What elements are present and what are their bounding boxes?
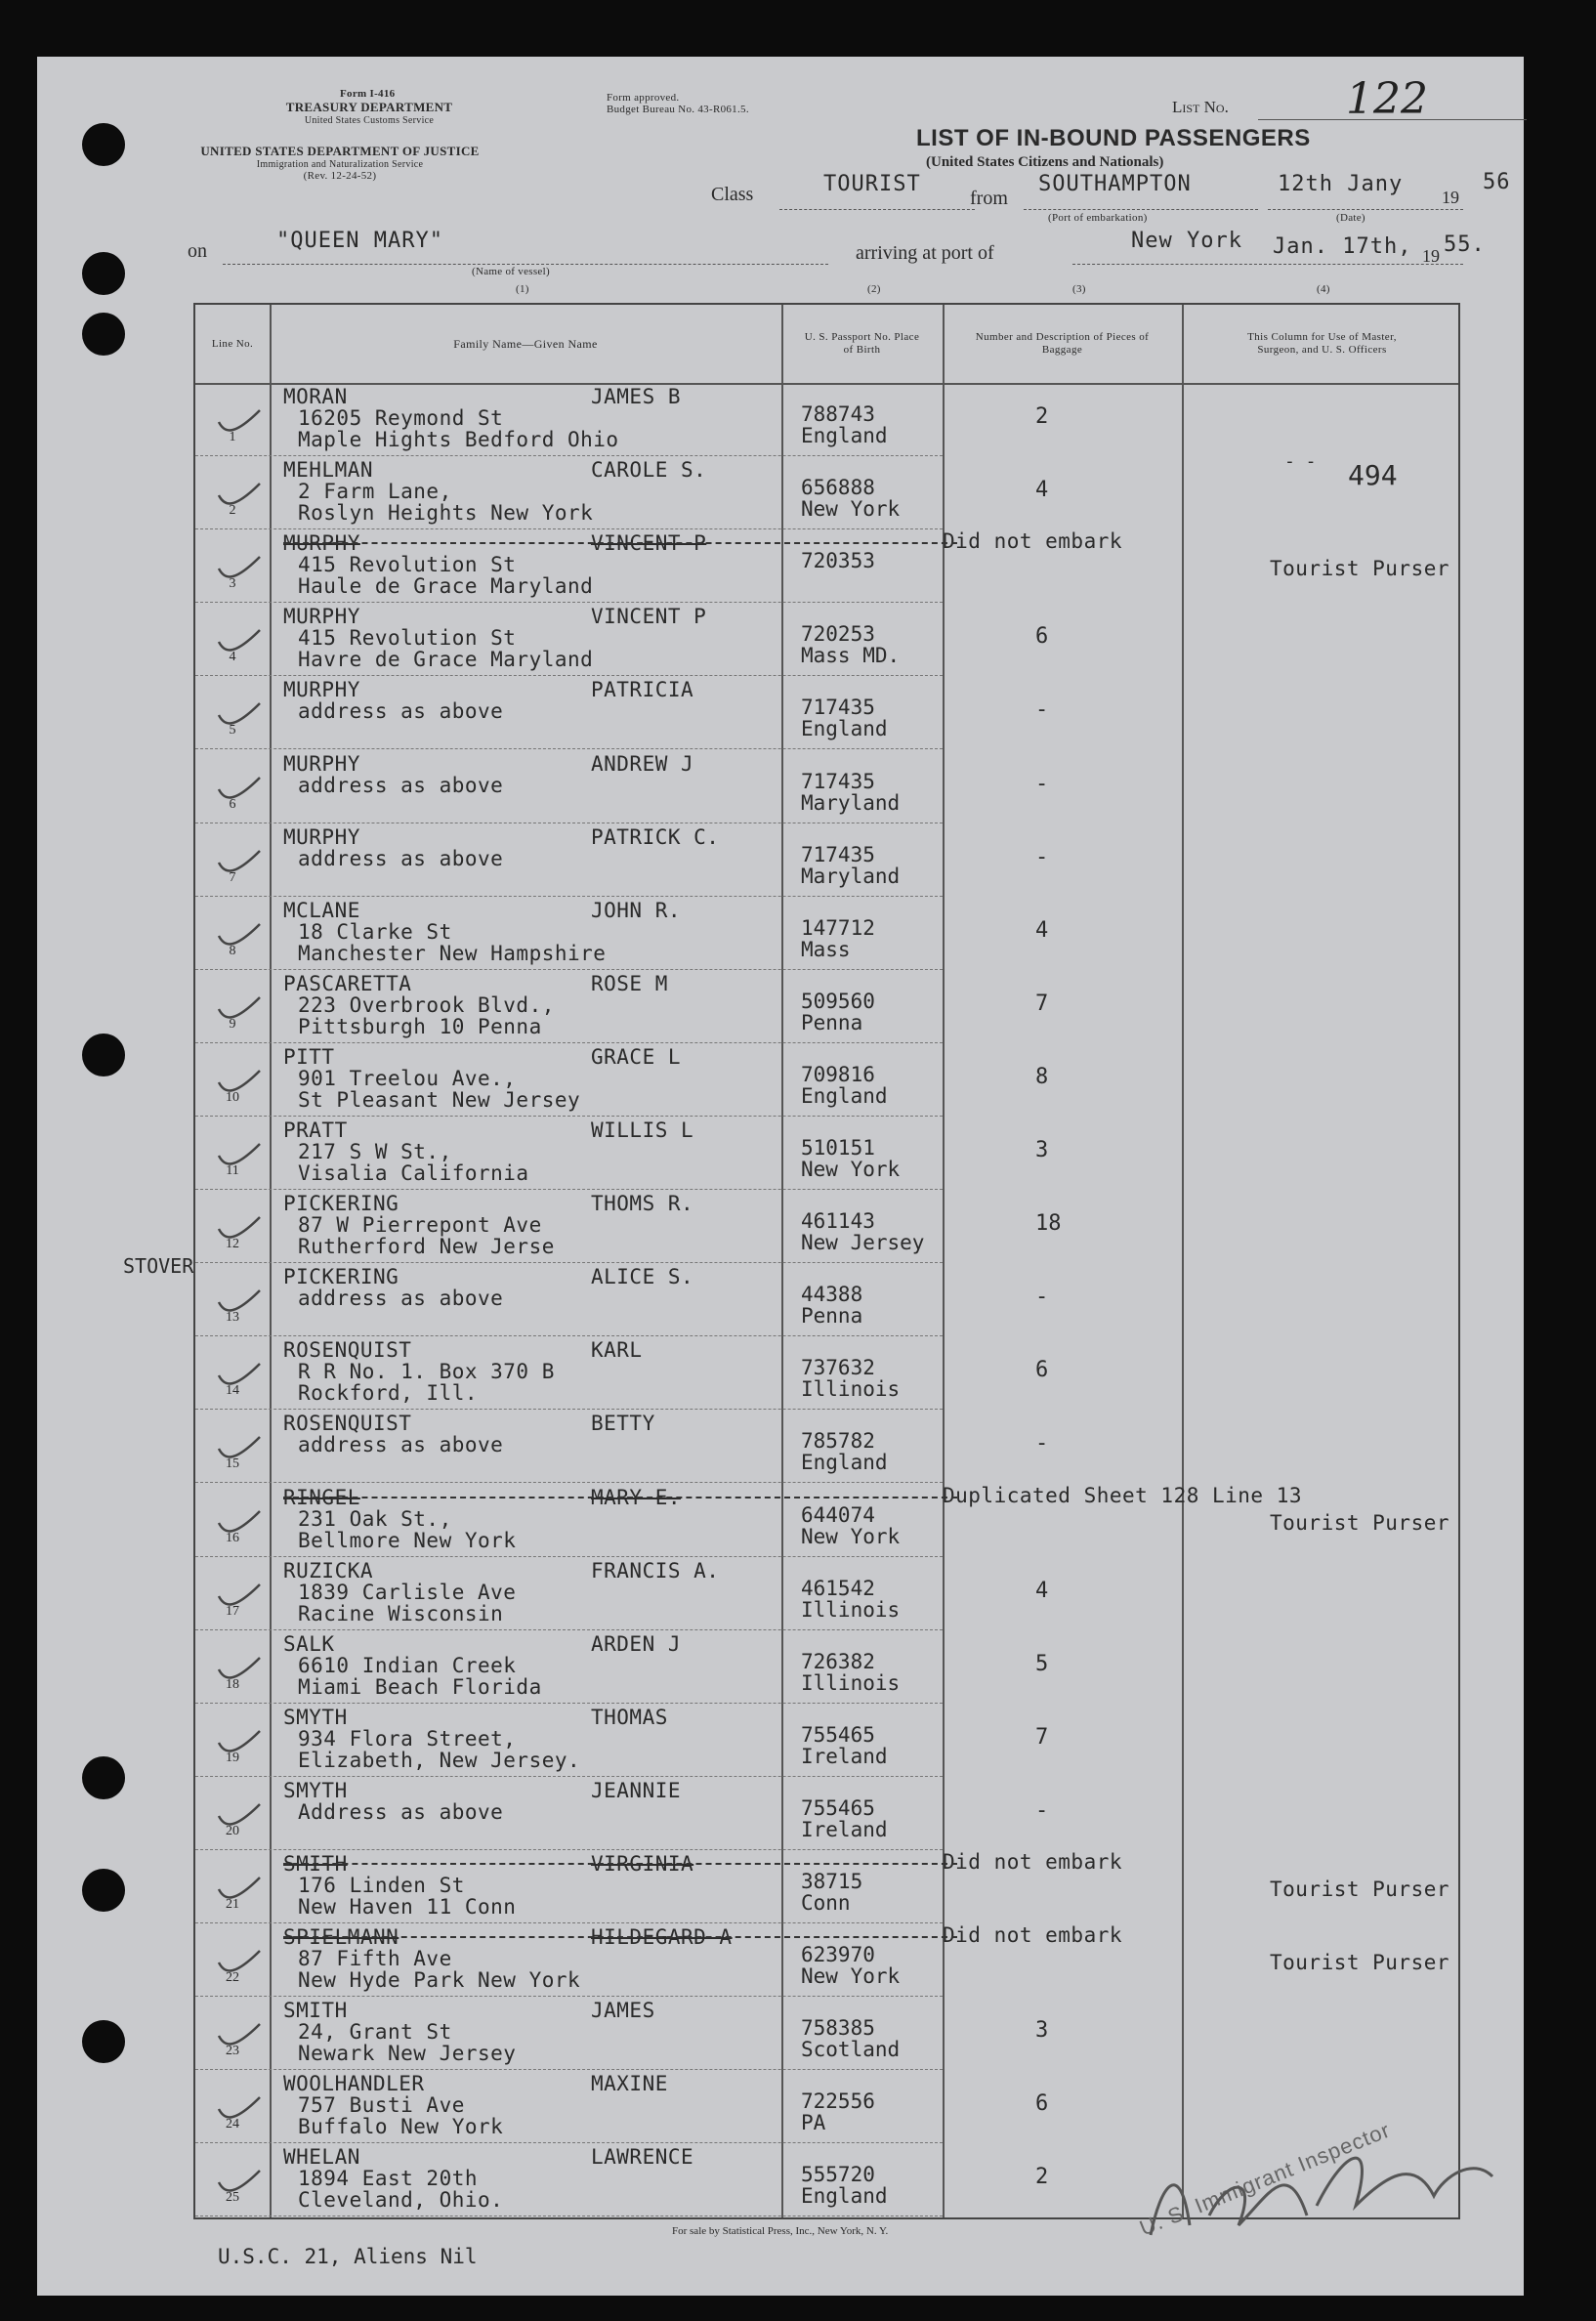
treasury-dept: TREASURY DEPARTMENT	[285, 100, 453, 114]
strike-line	[283, 1936, 957, 1938]
baggage-count: -	[1035, 1431, 1049, 1456]
sailing-year-prefix: 19	[1442, 188, 1459, 207]
table-row	[195, 1850, 1458, 1923]
row-note: Duplicated Sheet 128 Line 13	[943, 1483, 1303, 1507]
place-of-birth: Mass MD.	[801, 644, 901, 668]
baggage-count: 7	[1035, 1724, 1049, 1750]
family-name: RUZICKA	[283, 1558, 374, 1582]
given-name: HILDEGARD A	[591, 1925, 733, 1950]
table-row	[195, 1117, 1458, 1190]
address-line-2: Bellmore New York	[298, 1528, 517, 1552]
place-of-birth: England	[801, 717, 888, 741]
table-row	[195, 1263, 1458, 1336]
col-header-officers: This Column for Use of Master, Surgeon, and U. S. Officers	[1247, 331, 1397, 356]
family-name: SMITH	[283, 1852, 348, 1876]
table-row	[195, 823, 1458, 897]
address-line-2: Pittsburgh 10 Penna	[298, 1014, 542, 1038]
line-number: 19	[226, 1750, 239, 1765]
officer-tick-marks: - -	[1284, 451, 1317, 472]
form-title: LIST OF IN-BOUND PASSENGERS	[916, 125, 1311, 151]
table-row	[195, 1997, 1458, 2070]
line-number: 18	[226, 1676, 239, 1692]
family-name: SMYTH	[283, 1705, 348, 1729]
address-line-1: 415 Revolution St	[298, 626, 517, 651]
sailing-date: 12th Jany	[1278, 172, 1404, 196]
sailing-year: 56	[1483, 170, 1511, 194]
line-number: 3	[229, 576, 236, 592]
table-row	[195, 1777, 1458, 1850]
place-of-birth: England	[801, 1083, 888, 1108]
given-name: FRANCIS A.	[591, 1558, 720, 1582]
line-number: 6	[229, 796, 236, 812]
form-subtitle: (United States Citizens and Nationals)	[926, 154, 1164, 170]
family-name: RINGEL	[283, 1485, 360, 1509]
given-name: BETTY	[591, 1412, 655, 1436]
col-header-line: Line No.	[211, 337, 254, 350]
form-number: Form I-416	[340, 88, 396, 100]
punch-hole	[82, 1869, 125, 1912]
passport-number: 717435	[801, 696, 875, 720]
line-number: 20	[226, 1823, 239, 1838]
punch-hole	[82, 313, 125, 356]
family-name: ROSENQUIST	[283, 1338, 412, 1363]
given-name: KARL	[591, 1338, 643, 1363]
family-name: PASCARETTA	[283, 971, 412, 995]
passport-number: 555720	[801, 2163, 875, 2187]
address-line-1: 2 Farm Lane,	[298, 480, 452, 504]
family-name: MORAN	[283, 385, 348, 408]
family-name: PRATT	[283, 1118, 348, 1142]
family-name: PITT	[283, 1044, 335, 1069]
place-of-birth: Penna	[801, 1304, 863, 1329]
passport-number: 510151	[801, 1136, 875, 1160]
address-line-1: 1894 East 20th	[298, 2167, 479, 2191]
baggage-count: -	[1035, 1285, 1049, 1310]
address-line-1: address as above	[298, 1433, 504, 1457]
line-number: 1	[229, 430, 236, 444]
purser-note: Tourist Purser	[1270, 1951, 1450, 1975]
passport-number: 38715	[801, 1870, 863, 1893]
passport-number: 623970	[801, 1943, 875, 1967]
customs-service: United States Customs Service	[304, 115, 435, 126]
table-row	[195, 529, 1458, 603]
address-line-2: Buffalo New York	[298, 2115, 504, 2139]
given-name: PATRICIA	[591, 678, 694, 702]
given-name: JEANNIE	[591, 1778, 682, 1802]
passport-number: 717435	[801, 769, 875, 793]
punch-hole	[82, 2020, 125, 2063]
passport-number: 644074	[801, 1502, 875, 1527]
line-number: 2	[229, 503, 236, 519]
family-name: MEHLMAN	[283, 458, 374, 483]
baggage-count: 6	[1035, 1358, 1049, 1383]
punch-hole	[82, 252, 125, 295]
address-line-2: Manchester New Hampshire	[298, 941, 607, 965]
table-row	[195, 1484, 1458, 1557]
address-line-2: Elizabeth, New Jersey.	[298, 1748, 581, 1772]
line-number: 10	[226, 1089, 239, 1105]
table-row	[195, 456, 1458, 529]
family-name: SPIELMANN	[283, 1925, 399, 1950]
place-of-birth: Illinois	[801, 1597, 901, 1622]
address-line-2: Visalia California	[298, 1161, 529, 1185]
passport-number: 788743	[801, 402, 875, 426]
place-of-birth: New York	[801, 1964, 901, 1989]
family-name: MURPHY	[283, 751, 360, 776]
line-number: 8	[229, 943, 236, 958]
family-name: SALK	[283, 1631, 335, 1656]
passport-number: 509560	[801, 989, 875, 1013]
address-line-2: New Haven 11 Conn	[298, 1895, 517, 1919]
address-line-1: 757 Busti Ave	[298, 2093, 465, 2118]
col-header-baggage: Number and Description of Pieces of Baggage	[975, 331, 1150, 356]
family-name: WOOLHANDLER	[283, 2072, 425, 2096]
given-name: LAWRENCE	[591, 2145, 694, 2170]
purser-note: Tourist Purser	[1270, 557, 1450, 581]
line-number: 15	[226, 1456, 239, 1472]
given-name: CAROLE S.	[591, 458, 707, 483]
passport-number: 720353	[801, 549, 875, 573]
given-name: JAMES	[591, 1999, 655, 2023]
passport-number: 755465	[801, 1795, 875, 1820]
given-name: ANDREW J	[591, 751, 694, 776]
baggage-count: 8	[1035, 1064, 1049, 1089]
passport-number: 758385	[801, 2016, 875, 2041]
arrival-port: New York	[1131, 229, 1242, 253]
vessel-name: "QUEEN MARY"	[276, 229, 443, 253]
given-name: ARDEN J	[591, 1631, 682, 1656]
address-line-2: Havre de Grace Maryland	[298, 648, 594, 672]
baggage-count: 5	[1035, 1651, 1049, 1676]
family-name: MURPHY	[283, 678, 360, 702]
place-of-birth: Penna	[801, 1010, 863, 1034]
address-line-1: 1839 Carlisle Ave	[298, 1580, 517, 1604]
family-name: PICKERING	[283, 1192, 399, 1216]
passport-number: 147712	[801, 915, 875, 940]
given-name: JAMES B	[591, 385, 682, 408]
family-name: WHELAN	[283, 2145, 360, 2170]
strike-line	[283, 1497, 957, 1498]
line-number: 25	[226, 2190, 239, 2206]
given-name: GRACE L	[591, 1044, 682, 1069]
place-of-birth: PA	[801, 2111, 826, 2135]
arrival-year-prefix: 19	[1422, 246, 1440, 266]
baggage-count: -	[1035, 1797, 1049, 1823]
passport-number: 709816	[801, 1062, 875, 1086]
footer-printer: For sale by Statistical Press, Inc., New York, N. Y.	[672, 2225, 889, 2237]
revision: (Rev. 12-24-52)	[303, 170, 377, 182]
line-number: 11	[226, 1163, 239, 1178]
row-note: Did not embark	[943, 529, 1123, 554]
given-name: MARY E.	[591, 1485, 682, 1509]
address-line-1: 87 Fifth Ave	[298, 1947, 452, 1971]
address-line-1: 87 W Pierrepont Ave	[298, 1213, 542, 1238]
table-row	[195, 1923, 1458, 1997]
line-number: 12	[226, 1237, 239, 1252]
address-line-1: 901 Treelou Ave.,	[298, 1066, 517, 1090]
address-line-1: 18 Clarke St	[298, 919, 452, 944]
list-no-value: 122	[1346, 74, 1428, 124]
line-number: 21	[226, 1897, 239, 1912]
punch-hole	[82, 1034, 125, 1076]
address-line-2: New Hyde Park New York	[298, 1968, 581, 1993]
class-label: Class	[711, 184, 754, 205]
passport-number: 726382	[801, 1649, 875, 1673]
col-num-3: (3)	[1072, 283, 1086, 295]
strike-line	[283, 542, 957, 544]
address-line-2: Rockford, Ill.	[298, 1381, 479, 1406]
col-num-4: (4)	[1317, 283, 1330, 295]
line-number: 14	[226, 1383, 239, 1399]
given-name: VINCENT P	[591, 605, 707, 629]
place-of-birth: Maryland	[801, 864, 901, 888]
row-note: Did not embark	[943, 1923, 1123, 1948]
table-row	[195, 897, 1458, 970]
col-num-1: (1)	[516, 283, 529, 295]
address-line-2: Rutherford New Jerse	[298, 1235, 555, 1259]
arriving-label: arriving at port of	[856, 242, 994, 264]
family-name: MURPHY	[283, 531, 360, 556]
address-line-1: 217 S W St.,	[298, 1140, 452, 1163]
baggage-count: 7	[1035, 991, 1049, 1016]
address-line-1: 415 Revolution St	[298, 553, 517, 577]
date-caption: (Date)	[1336, 212, 1365, 224]
line-number: 17	[226, 1603, 239, 1619]
table-row	[195, 1630, 1458, 1704]
from-label: from	[970, 188, 1008, 209]
address-line-1: 6610 Indian Creek	[298, 1653, 517, 1677]
given-name: MAXINE	[591, 2072, 668, 2096]
place-of-birth: Illinois	[801, 1377, 901, 1402]
place-of-birth: Mass	[801, 937, 851, 961]
baggage-count: -	[1035, 697, 1049, 723]
strike-line	[283, 1863, 957, 1865]
baggage-count: 4	[1035, 1578, 1049, 1603]
place-of-birth: Scotland	[801, 2038, 901, 2062]
address-line-1: R R No. 1. Box 370 B	[298, 1360, 555, 1384]
line-number: 22	[226, 1970, 239, 1986]
line-number: 23	[226, 2044, 239, 2059]
family-name: MCLANE	[283, 898, 360, 922]
line-number: 5	[229, 723, 236, 738]
address-line-1: Address as above	[298, 1799, 504, 1824]
address-line-1: 24, Grant St	[298, 2020, 452, 2045]
table-row	[195, 1410, 1458, 1483]
passport-number: 656888	[801, 476, 875, 500]
baggage-count: -	[1035, 844, 1049, 869]
arrival-year: 55.	[1444, 232, 1486, 257]
address-line-1: address as above	[298, 773, 504, 797]
address-line-1: 223 Overbrook Blvd.,	[298, 992, 555, 1017]
table-row	[195, 750, 1458, 823]
passport-number: 44388	[801, 1283, 863, 1307]
list-no-label: List No.	[1172, 98, 1229, 116]
family-name: ROSENQUIST	[283, 1412, 412, 1436]
passenger-table	[193, 303, 1460, 2219]
col-header-name: Family Name—Given Name	[453, 336, 598, 351]
address-line-1: 16205 Reymond St	[298, 406, 504, 430]
given-name: VINCENT P	[591, 531, 707, 556]
given-name: JOHN R.	[591, 898, 682, 922]
address-line-1: address as above	[298, 699, 504, 724]
place-of-birth: Ireland	[801, 1744, 888, 1768]
line-number: 7	[229, 869, 236, 885]
place-of-birth: New Jersey	[801, 1231, 925, 1255]
line-number: 24	[226, 2117, 239, 2132]
baggage-count: 3	[1035, 2018, 1049, 2044]
passport-number: 755465	[801, 1722, 875, 1747]
place-of-birth: Illinois	[801, 1670, 901, 1695]
baggage-count: -	[1035, 771, 1049, 796]
table-row	[195, 1043, 1458, 1117]
line-number: 16	[226, 1530, 239, 1545]
baggage-count: 18	[1035, 1211, 1062, 1237]
address-line-2: Newark New Jersey	[298, 2042, 517, 2066]
passport-number: 717435	[801, 842, 875, 866]
line-number: 9	[229, 1016, 236, 1032]
purser-note: Tourist Purser	[1270, 1878, 1450, 1901]
passport-number: 737632	[801, 1356, 875, 1380]
address-line-2: Miami Beach Florida	[298, 1674, 542, 1699]
table-row	[195, 1336, 1458, 1410]
baggage-count: 6	[1035, 624, 1049, 650]
arrival-date: Jan. 17th,	[1273, 234, 1412, 259]
passport-number: 720253	[801, 622, 875, 647]
line-number: 13	[226, 1310, 239, 1326]
baggage-count: 2	[1035, 404, 1049, 429]
given-name: ROSE M	[591, 971, 668, 995]
place-of-birth: England	[801, 1451, 888, 1475]
budget-bureau: Budget Bureau No. 43-R061.5.	[607, 104, 749, 115]
manifest-page	[37, 57, 1524, 2296]
place-of-birth: New York	[801, 1524, 901, 1548]
passport-number: 461143	[801, 1209, 875, 1234]
table-row	[195, 676, 1458, 749]
table-row	[195, 383, 1458, 456]
given-name: ALICE S.	[591, 1265, 694, 1289]
family-name: MURPHY	[283, 605, 360, 629]
place-of-birth: Ireland	[801, 1817, 888, 1841]
passport-number: 785782	[801, 1429, 875, 1454]
place-of-birth: Maryland	[801, 790, 901, 815]
baggage-count: 3	[1035, 1138, 1049, 1162]
footer-aliens: U.S.C. 21, Aliens Nil	[218, 2245, 478, 2268]
line-number: 4	[229, 650, 236, 665]
on-label: on	[188, 240, 207, 262]
officer-count: 494	[1348, 459, 1398, 491]
given-name: PATRICK C.	[591, 824, 720, 849]
inspector-stamp: U. S. Immigrant Inspector	[1136, 2117, 1394, 2241]
baggage-count: 4	[1035, 917, 1049, 943]
passport-number: 461542	[801, 1576, 875, 1600]
address-line-2: Haule de Grace Maryland	[298, 574, 594, 599]
justice-dept: UNITED STATES DEPARTMENT OF JUSTICE	[200, 144, 480, 158]
purser-note: Tourist Purser	[1270, 1510, 1450, 1535]
family-name: PICKERING	[283, 1265, 399, 1289]
table-row	[195, 603, 1458, 676]
table-row	[195, 1190, 1458, 1263]
col-num-2: (2)	[867, 283, 881, 295]
address-line-2: Racine Wisconsin	[298, 1601, 504, 1625]
given-name: VIRGINIA	[591, 1852, 694, 1876]
address-line-1: address as above	[298, 1287, 504, 1311]
given-name: THOMS R.	[591, 1192, 694, 1216]
address-line-2: Roslyn Heights New York	[298, 501, 594, 526]
vessel-caption: (Name of vessel)	[472, 266, 550, 277]
address-line-1: 934 Flora Street,	[298, 1726, 517, 1751]
family-name: SMITH	[283, 1999, 348, 2023]
punch-hole	[82, 123, 125, 166]
row-note: Did not embark	[943, 1850, 1123, 1874]
port-embark-caption: (Port of embarkation)	[1048, 212, 1148, 224]
table-row	[195, 1704, 1458, 1777]
passport-number: 722556	[801, 2089, 875, 2114]
address-line-2: Cleveland, Ohio.	[298, 2188, 504, 2213]
col-header-passport: U. S. Passport No. Place of Birth	[804, 331, 920, 356]
address-line-2: St Pleasant New Jersey	[298, 1087, 581, 1112]
address-line-1: 231 Oak St.,	[298, 1506, 452, 1531]
margin-note: STOVER	[123, 1254, 194, 1278]
given-name: WILLIS L	[591, 1118, 694, 1142]
baggage-count: 4	[1035, 478, 1049, 503]
table-row	[195, 970, 1458, 1043]
ins-service: Immigration and Naturalization Service	[256, 159, 424, 170]
family-name: SMYTH	[283, 1778, 348, 1802]
inspector-signature	[1121, 2118, 1532, 2264]
from-value: SOUTHAMPTON	[1038, 172, 1192, 196]
address-line-1: 176 Linden St	[298, 1874, 465, 1897]
address-line-2: Maple Hights Bedford Ohio	[298, 428, 619, 451]
punch-hole	[82, 1756, 125, 1799]
family-name: MURPHY	[283, 824, 360, 849]
address-line-1: address as above	[298, 846, 504, 870]
place-of-birth: New York	[801, 1158, 901, 1181]
place-of-birth: England	[801, 424, 888, 447]
class-value: TOURIST	[823, 172, 921, 196]
given-name: THOMAS	[591, 1705, 668, 1729]
form-approved: Form approved.	[607, 92, 680, 104]
baggage-count: 2	[1035, 2165, 1049, 2190]
place-of-birth: New York	[801, 497, 901, 522]
baggage-count: 6	[1035, 2091, 1049, 2117]
table-row	[195, 1557, 1458, 1630]
place-of-birth: England	[801, 2184, 888, 2209]
place-of-birth: Conn	[801, 1891, 851, 1915]
